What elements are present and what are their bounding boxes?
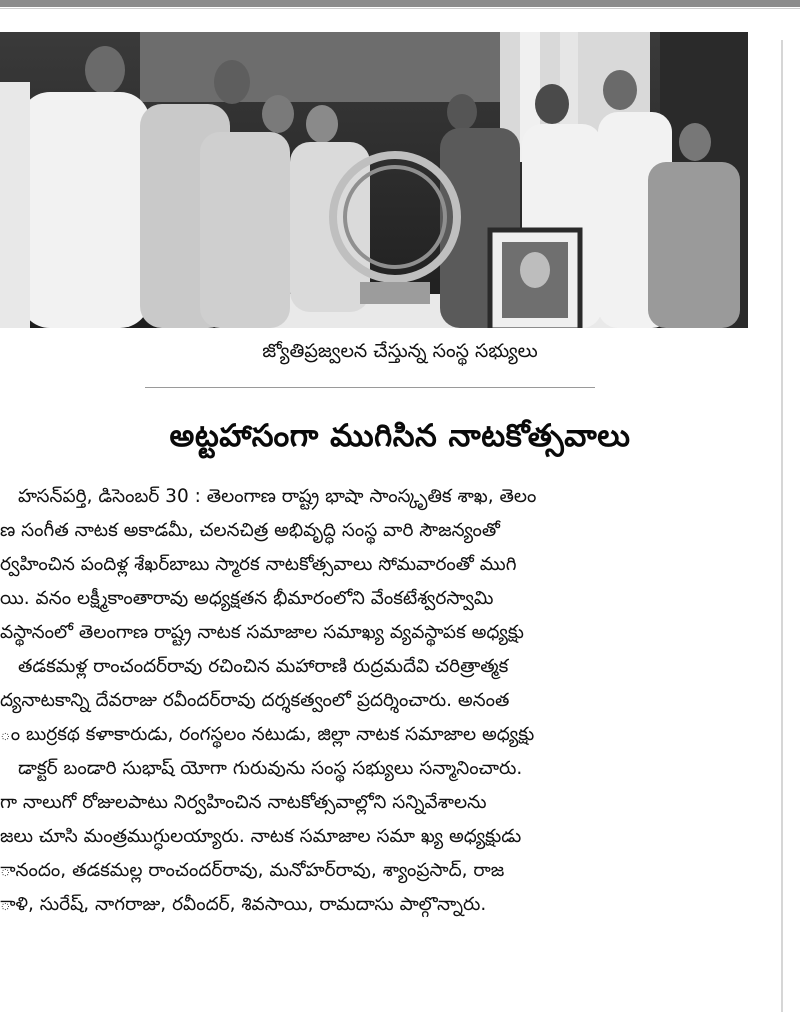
body-line: ర్వహించిన పందిళ్ల శేఖర్‌బాబు స్మారక నాటకోత్సవాలు సోమవారంతో ముగి	[0, 554, 517, 575]
body-line: గా నాలుగో రోజులపాటు నిర్వహించిన నాటకోత్సవాల్లోని సన్నివేశాలను	[0, 792, 487, 813]
top-border-thin	[0, 8, 800, 9]
body-line: డాక్టర్ బండారి సుభాష్ యోగా గురువును సంస్థ సభ్యులు సన్మానించారు.	[18, 758, 523, 779]
body-line: జలు చూసి మంత్రముగ్ధులయ్యారు. నాటక సమాజాల సమా ఖ్య అధ్యక్షుడు	[0, 826, 522, 847]
body-line: హసన్‌పర్తి, డిసెంబర్ 30 : తెలంగాణ రాష్ట్ర భాషా సాంస్కృతిక శాఖ, తెలం	[18, 486, 537, 507]
news-photo	[0, 32, 748, 328]
body-line: వస్థానంలో తెలంగాణ రాష్ట్ర నాటక సమాజాల సమాఖ్య వ్యవస్థాపక అధ్యక్షు	[0, 622, 524, 643]
photo-icon	[0, 32, 748, 328]
body-line: ం బుర్రకథ కళాకారుడు, రంగస్థలం నటుడు, జిల్లా నాటక సమాజాల అధ్యక్షు	[0, 724, 535, 745]
caption-underline	[145, 387, 595, 388]
column-divider	[781, 40, 783, 1012]
body-line: ానందం, తడకమల్ల రాంచందర్‌రావు, మనోహర్‌రావు, శ్యాంప్రసాద్, రాజ	[0, 860, 505, 881]
article-headline: అట్టహాసంగా ముగిసిన నాటకోత్సవాలు	[169, 418, 631, 454]
photo-caption: జ్యోతిప్రజ్వలన చేస్తున్న సంస్థ సభ్యులు	[262, 340, 538, 362]
body-line: ాళి, సురేష్, నాగరాజు, రవీందర్, శివసాయి, రామదాసు పాల్గొన్నారు.	[0, 894, 487, 915]
body-line: యి. వనం లక్ష్మీకాంతారావు అధ్యక్షతన భీమారంలోని వేంకటేశ్వరస్వామి	[0, 588, 494, 609]
body-line: తడకమళ్ల రాంచందర్‌రావు రచించిన మహారాణి రుద్రమదేవి చరిత్రాత్మక	[18, 656, 509, 677]
top-border	[0, 0, 800, 7]
body-line: ద్యనాటకాన్ని దేవరాజు రవీందర్‌రావు దర్శకత్వంలో ప్రదర్శించారు. అనంత	[0, 690, 510, 711]
body-line: ణ సంగీత నాటక అకాడమీ, చలనచిత్ర అభివృద్ధి సంస్థ వారి సౌజన్యంతో	[0, 520, 500, 541]
